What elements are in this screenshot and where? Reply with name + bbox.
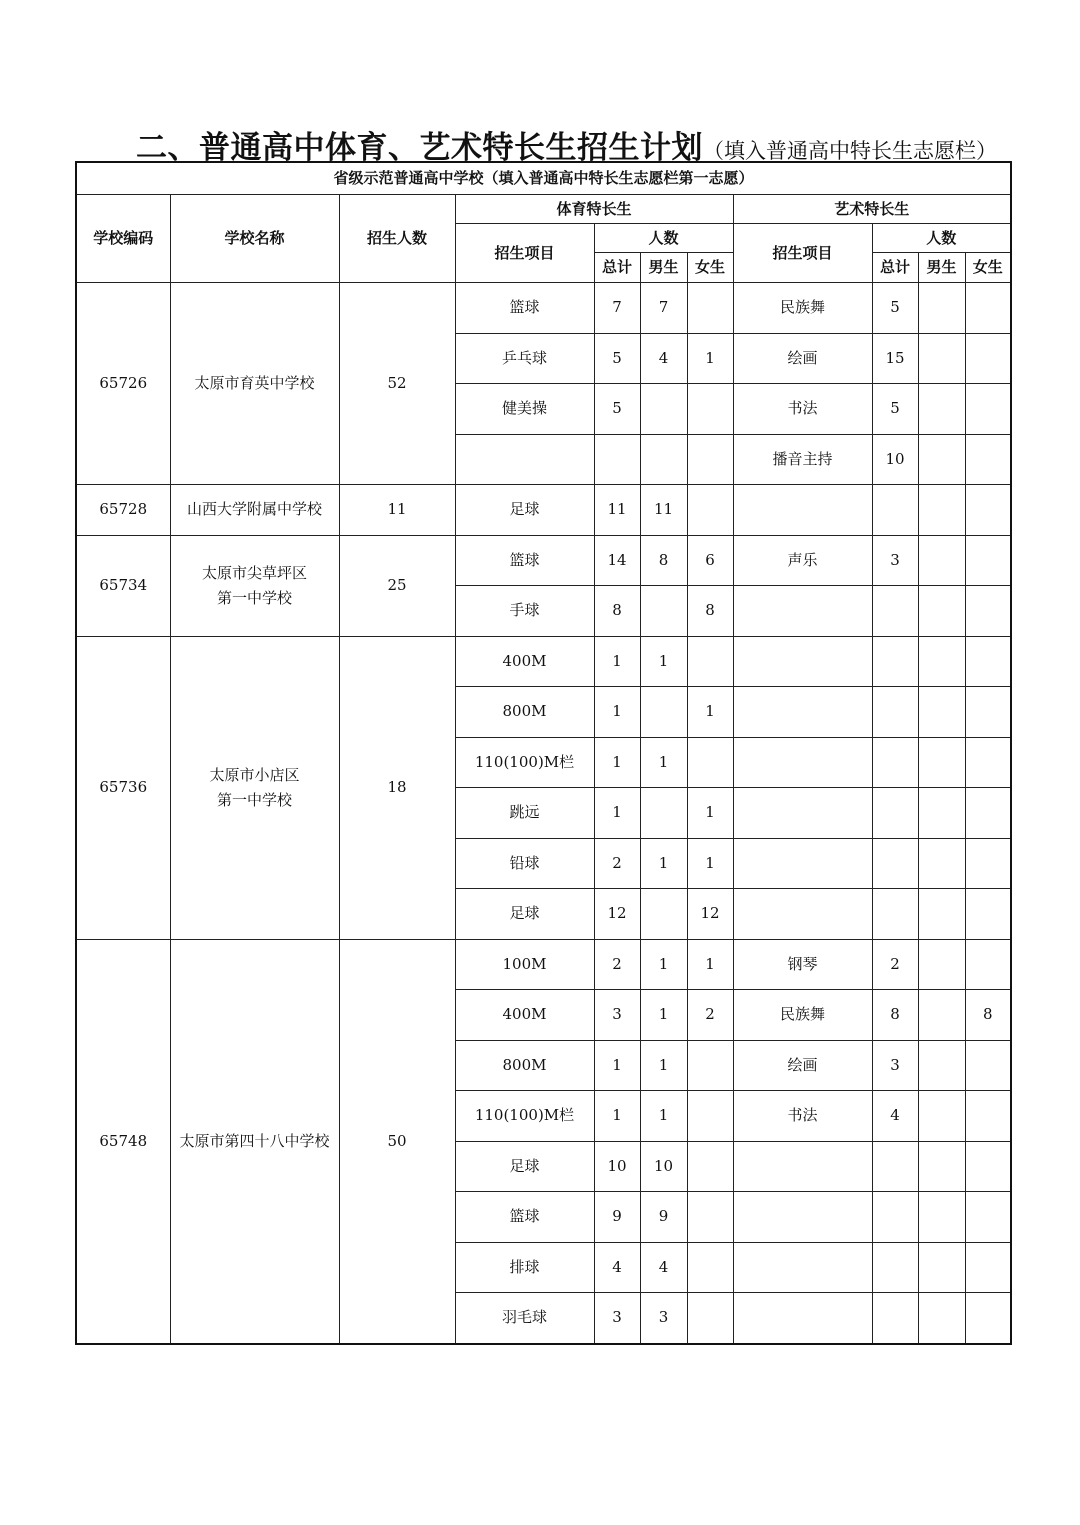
sports-male-cell: 3 — [640, 1293, 687, 1344]
page-title-note: （填入普通高中特长生志愿栏） — [703, 139, 997, 163]
arts-male-cell — [918, 939, 965, 990]
sports-male-cell: 8 — [640, 535, 687, 586]
sports-female-cell: 1 — [687, 333, 733, 384]
sports-item-cell: 排球 — [455, 1242, 594, 1293]
arts-female-cell — [965, 636, 1011, 687]
arts-total-cell — [872, 889, 918, 940]
sports-male-cell — [640, 687, 687, 738]
sports-total-cell: 8 — [594, 586, 640, 637]
school-name-cell — [170, 535, 339, 636]
header-arts-female: 女生 — [965, 253, 1011, 283]
arts-total-cell: 8 — [872, 990, 918, 1041]
sports-total-cell: 1 — [594, 737, 640, 788]
arts-female-cell: 8 — [965, 990, 1011, 1041]
arts-female-cell — [965, 333, 1011, 384]
school-name-line: 太原市小店区 — [209, 765, 300, 784]
arts-male-cell — [918, 687, 965, 738]
sports-item-cell: 110(100)M栏 — [455, 1091, 594, 1142]
arts-male-cell — [918, 636, 965, 687]
school-name-cell — [170, 485, 339, 536]
arts-male-cell — [918, 586, 965, 637]
sports-female-cell — [687, 384, 733, 435]
sports-female-cell: 1 — [687, 788, 733, 839]
table-row — [76, 283, 1011, 334]
table-body — [76, 283, 1011, 1344]
sports-female-cell — [687, 1141, 733, 1192]
header-school-name: 学校名称 — [170, 195, 339, 283]
sports-male-cell — [640, 384, 687, 435]
sports-item-cell: 400M — [455, 990, 594, 1041]
school-name-line: 第一中学校 — [216, 588, 292, 607]
arts-male-cell — [918, 535, 965, 586]
sports-female-cell: 6 — [687, 535, 733, 586]
sports-total-cell: 3 — [594, 1293, 640, 1344]
sports-total-cell: 1 — [594, 1040, 640, 1091]
header-sports-item: 招生项目 — [455, 224, 594, 283]
sports-item-cell: 800M — [455, 687, 594, 738]
arts-male-cell — [918, 283, 965, 334]
school-name-line: 太原市第四十八中学校 — [179, 1131, 330, 1150]
header-sports-group: 体育特长生 — [455, 195, 733, 224]
arts-female-cell — [965, 1242, 1011, 1293]
header-enroll-count: 招生人数 — [339, 195, 455, 283]
arts-female-cell — [965, 1091, 1011, 1142]
arts-total-cell: 2 — [872, 939, 918, 990]
sports-total-cell: 2 — [594, 838, 640, 889]
enrollment-plan-table — [75, 161, 1012, 1345]
header-arts-total: 总计 — [872, 253, 918, 283]
arts-item-cell: 民族舞 — [733, 990, 872, 1041]
school-code-cell: 65734 — [76, 535, 170, 636]
sports-female-cell — [687, 1040, 733, 1091]
arts-female-cell — [965, 1293, 1011, 1344]
sports-male-cell: 10 — [640, 1141, 687, 1192]
sports-female-cell: 2 — [687, 990, 733, 1041]
arts-item-cell: 声乐 — [733, 535, 872, 586]
arts-female-cell — [965, 1141, 1011, 1192]
arts-total-cell: 4 — [872, 1091, 918, 1142]
table-banner: 省级示范普通高中学校（填入普通高中特长生志愿栏第一志愿） — [76, 162, 1011, 195]
arts-female-cell — [965, 1192, 1011, 1243]
sports-item-cell: 篮球 — [455, 535, 594, 586]
arts-female-cell — [965, 939, 1011, 990]
school-name-cell — [170, 939, 339, 1344]
sports-item-cell: 跳远 — [455, 788, 594, 839]
sports-male-cell: 1 — [640, 737, 687, 788]
sports-female-cell — [687, 283, 733, 334]
header-sports-male: 男生 — [640, 253, 687, 283]
sports-male-cell: 1 — [640, 1091, 687, 1142]
arts-male-cell — [918, 1091, 965, 1142]
arts-item-cell: 绘画 — [733, 333, 872, 384]
sports-female-cell — [687, 1293, 733, 1344]
sports-total-cell: 7 — [594, 283, 640, 334]
arts-male-cell — [918, 485, 965, 536]
arts-total-cell — [872, 636, 918, 687]
sports-total-cell: 5 — [594, 333, 640, 384]
sports-total-cell: 2 — [594, 939, 640, 990]
arts-item-cell — [733, 687, 872, 738]
arts-female-cell — [965, 485, 1011, 536]
sports-female-cell — [687, 1242, 733, 1293]
arts-item-cell — [733, 586, 872, 637]
school-code-cell: 65748 — [76, 939, 170, 1344]
sports-female-cell — [687, 485, 733, 536]
arts-item-cell: 民族舞 — [733, 283, 872, 334]
arts-male-cell — [918, 838, 965, 889]
arts-item-cell: 绘画 — [733, 1040, 872, 1091]
sports-female-cell — [687, 636, 733, 687]
sports-male-cell — [640, 586, 687, 637]
arts-female-cell — [965, 535, 1011, 586]
arts-total-cell — [872, 1141, 918, 1192]
sports-male-cell — [640, 434, 687, 485]
sports-female-cell: 8 — [687, 586, 733, 637]
sports-item-cell: 110(100)M栏 — [455, 737, 594, 788]
sports-item-cell: 篮球 — [455, 1192, 594, 1243]
sports-total-cell: 4 — [594, 1242, 640, 1293]
sports-item-cell: 羽毛球 — [455, 1293, 594, 1344]
arts-male-cell — [918, 434, 965, 485]
arts-total-cell — [872, 1242, 918, 1293]
arts-total-cell — [872, 737, 918, 788]
sports-female-cell: 12 — [687, 889, 733, 940]
arts-total-cell — [872, 586, 918, 637]
table-row — [76, 535, 1011, 586]
arts-item-cell: 播音主持 — [733, 434, 872, 485]
sports-total-cell: 11 — [594, 485, 640, 536]
arts-male-cell — [918, 737, 965, 788]
sports-item-cell: 乒乓球 — [455, 333, 594, 384]
sports-male-cell: 1 — [640, 990, 687, 1041]
sports-female-cell — [687, 737, 733, 788]
arts-total-cell: 5 — [872, 384, 918, 435]
sports-male-cell: 1 — [640, 838, 687, 889]
arts-total-cell — [872, 687, 918, 738]
arts-male-cell — [918, 1192, 965, 1243]
sports-male-cell — [640, 889, 687, 940]
sports-total-cell: 3 — [594, 990, 640, 1041]
sports-total-cell: 1 — [594, 788, 640, 839]
header-arts-group: 艺术特长生 — [733, 195, 1011, 224]
sports-total-cell: 12 — [594, 889, 640, 940]
arts-male-cell — [918, 788, 965, 839]
header-sports-female: 女生 — [687, 253, 733, 283]
arts-item-cell — [733, 485, 872, 536]
arts-item-cell — [733, 1242, 872, 1293]
sports-total-cell: 9 — [594, 1192, 640, 1243]
school-name-line: 山西大学附属中学校 — [186, 500, 322, 519]
sports-item-cell: 400M — [455, 636, 594, 687]
sports-item-cell: 100M — [455, 939, 594, 990]
sports-male-cell: 4 — [640, 333, 687, 384]
arts-male-cell — [918, 990, 965, 1041]
arts-item-cell — [733, 1141, 872, 1192]
arts-male-cell — [918, 1141, 965, 1192]
arts-female-cell — [965, 434, 1011, 485]
sports-total-cell: 1 — [594, 636, 640, 687]
arts-total-cell: 3 — [872, 535, 918, 586]
arts-total-cell — [872, 1192, 918, 1243]
arts-item-cell — [733, 838, 872, 889]
arts-female-cell — [965, 384, 1011, 435]
header-sports-total: 总计 — [594, 253, 640, 283]
sports-female-cell — [687, 1091, 733, 1142]
school-code-cell: 65736 — [76, 636, 170, 939]
table-row — [76, 939, 1011, 990]
sports-total-cell: 5 — [594, 384, 640, 435]
table-row — [76, 485, 1011, 536]
sports-male-cell — [640, 788, 687, 839]
sports-male-cell: 1 — [640, 939, 687, 990]
page-title-main: 二、普通高中体育、艺术特长生招生计划 — [136, 130, 703, 166]
arts-total-cell: 5 — [872, 283, 918, 334]
sports-female-cell: 1 — [687, 838, 733, 889]
sports-item-cell: 足球 — [455, 485, 594, 536]
table-row — [76, 636, 1011, 687]
arts-total-cell: 15 — [872, 333, 918, 384]
sports-female-cell — [687, 434, 733, 485]
arts-total-cell — [872, 838, 918, 889]
arts-total-cell — [872, 1293, 918, 1344]
school-enroll-count-cell: 52 — [339, 283, 455, 485]
sports-male-cell: 1 — [640, 636, 687, 687]
school-name-line: 太原市尖草坪区 — [201, 563, 307, 582]
sports-item-cell: 足球 — [455, 1141, 594, 1192]
arts-item-cell — [733, 636, 872, 687]
school-code-cell: 65728 — [76, 485, 170, 536]
sports-item-cell: 手球 — [455, 586, 594, 637]
sports-male-cell: 4 — [640, 1242, 687, 1293]
arts-female-cell — [965, 283, 1011, 334]
header-sports-people: 人数 — [594, 224, 733, 253]
school-name-cell — [170, 283, 339, 485]
sports-item-cell: 足球 — [455, 889, 594, 940]
school-name-cell — [170, 636, 339, 939]
arts-male-cell — [918, 333, 965, 384]
header-arts-people: 人数 — [872, 224, 1011, 253]
sports-item-cell: 篮球 — [455, 283, 594, 334]
sports-total-cell — [594, 434, 640, 485]
sports-total-cell: 10 — [594, 1141, 640, 1192]
sports-male-cell: 11 — [640, 485, 687, 536]
arts-total-cell: 3 — [872, 1040, 918, 1091]
sports-female-cell — [687, 1192, 733, 1243]
arts-item-cell — [733, 788, 872, 839]
arts-male-cell — [918, 384, 965, 435]
sports-female-cell: 1 — [687, 939, 733, 990]
arts-male-cell — [918, 889, 965, 940]
sports-male-cell: 1 — [640, 1040, 687, 1091]
arts-total-cell: 10 — [872, 434, 918, 485]
sports-total-cell: 1 — [594, 1091, 640, 1142]
school-enroll-count-cell: 50 — [339, 939, 455, 1344]
arts-item-cell: 书法 — [733, 1091, 872, 1142]
school-name-line: 太原市育英中学校 — [194, 374, 315, 392]
arts-item-cell — [733, 889, 872, 940]
school-enroll-count-cell: 18 — [339, 636, 455, 939]
arts-female-cell — [965, 889, 1011, 940]
arts-female-cell — [965, 788, 1011, 839]
arts-female-cell — [965, 687, 1011, 738]
sports-item-cell: 健美操 — [455, 384, 594, 435]
sports-total-cell: 1 — [594, 687, 640, 738]
arts-male-cell — [918, 1040, 965, 1091]
school-enroll-count-cell: 11 — [339, 485, 455, 536]
header-arts-item: 招生项目 — [733, 224, 872, 283]
arts-item-cell: 钢琴 — [733, 939, 872, 990]
arts-item-cell — [733, 1192, 872, 1243]
sports-male-cell: 7 — [640, 283, 687, 334]
arts-female-cell — [965, 1040, 1011, 1091]
sports-item-cell: 800M — [455, 1040, 594, 1091]
sports-item-cell: 铅球 — [455, 838, 594, 889]
arts-female-cell — [965, 586, 1011, 637]
sports-female-cell: 1 — [687, 687, 733, 738]
arts-item-cell: 书法 — [733, 384, 872, 435]
arts-female-cell — [965, 838, 1011, 889]
header-arts-male: 男生 — [918, 253, 965, 283]
arts-item-cell — [733, 1293, 872, 1344]
header-school-code: 学校编码 — [76, 195, 170, 283]
school-code-cell: 65726 — [76, 283, 170, 485]
school-enroll-count-cell: 25 — [339, 535, 455, 636]
arts-female-cell — [965, 737, 1011, 788]
arts-total-cell — [872, 788, 918, 839]
sports-item-cell — [455, 434, 594, 485]
arts-item-cell — [733, 737, 872, 788]
school-name-line: 第一中学校 — [216, 790, 292, 809]
arts-male-cell — [918, 1242, 965, 1293]
arts-male-cell — [918, 1293, 965, 1344]
sports-total-cell: 14 — [594, 535, 640, 586]
sports-male-cell: 9 — [640, 1192, 687, 1243]
arts-total-cell — [872, 485, 918, 536]
